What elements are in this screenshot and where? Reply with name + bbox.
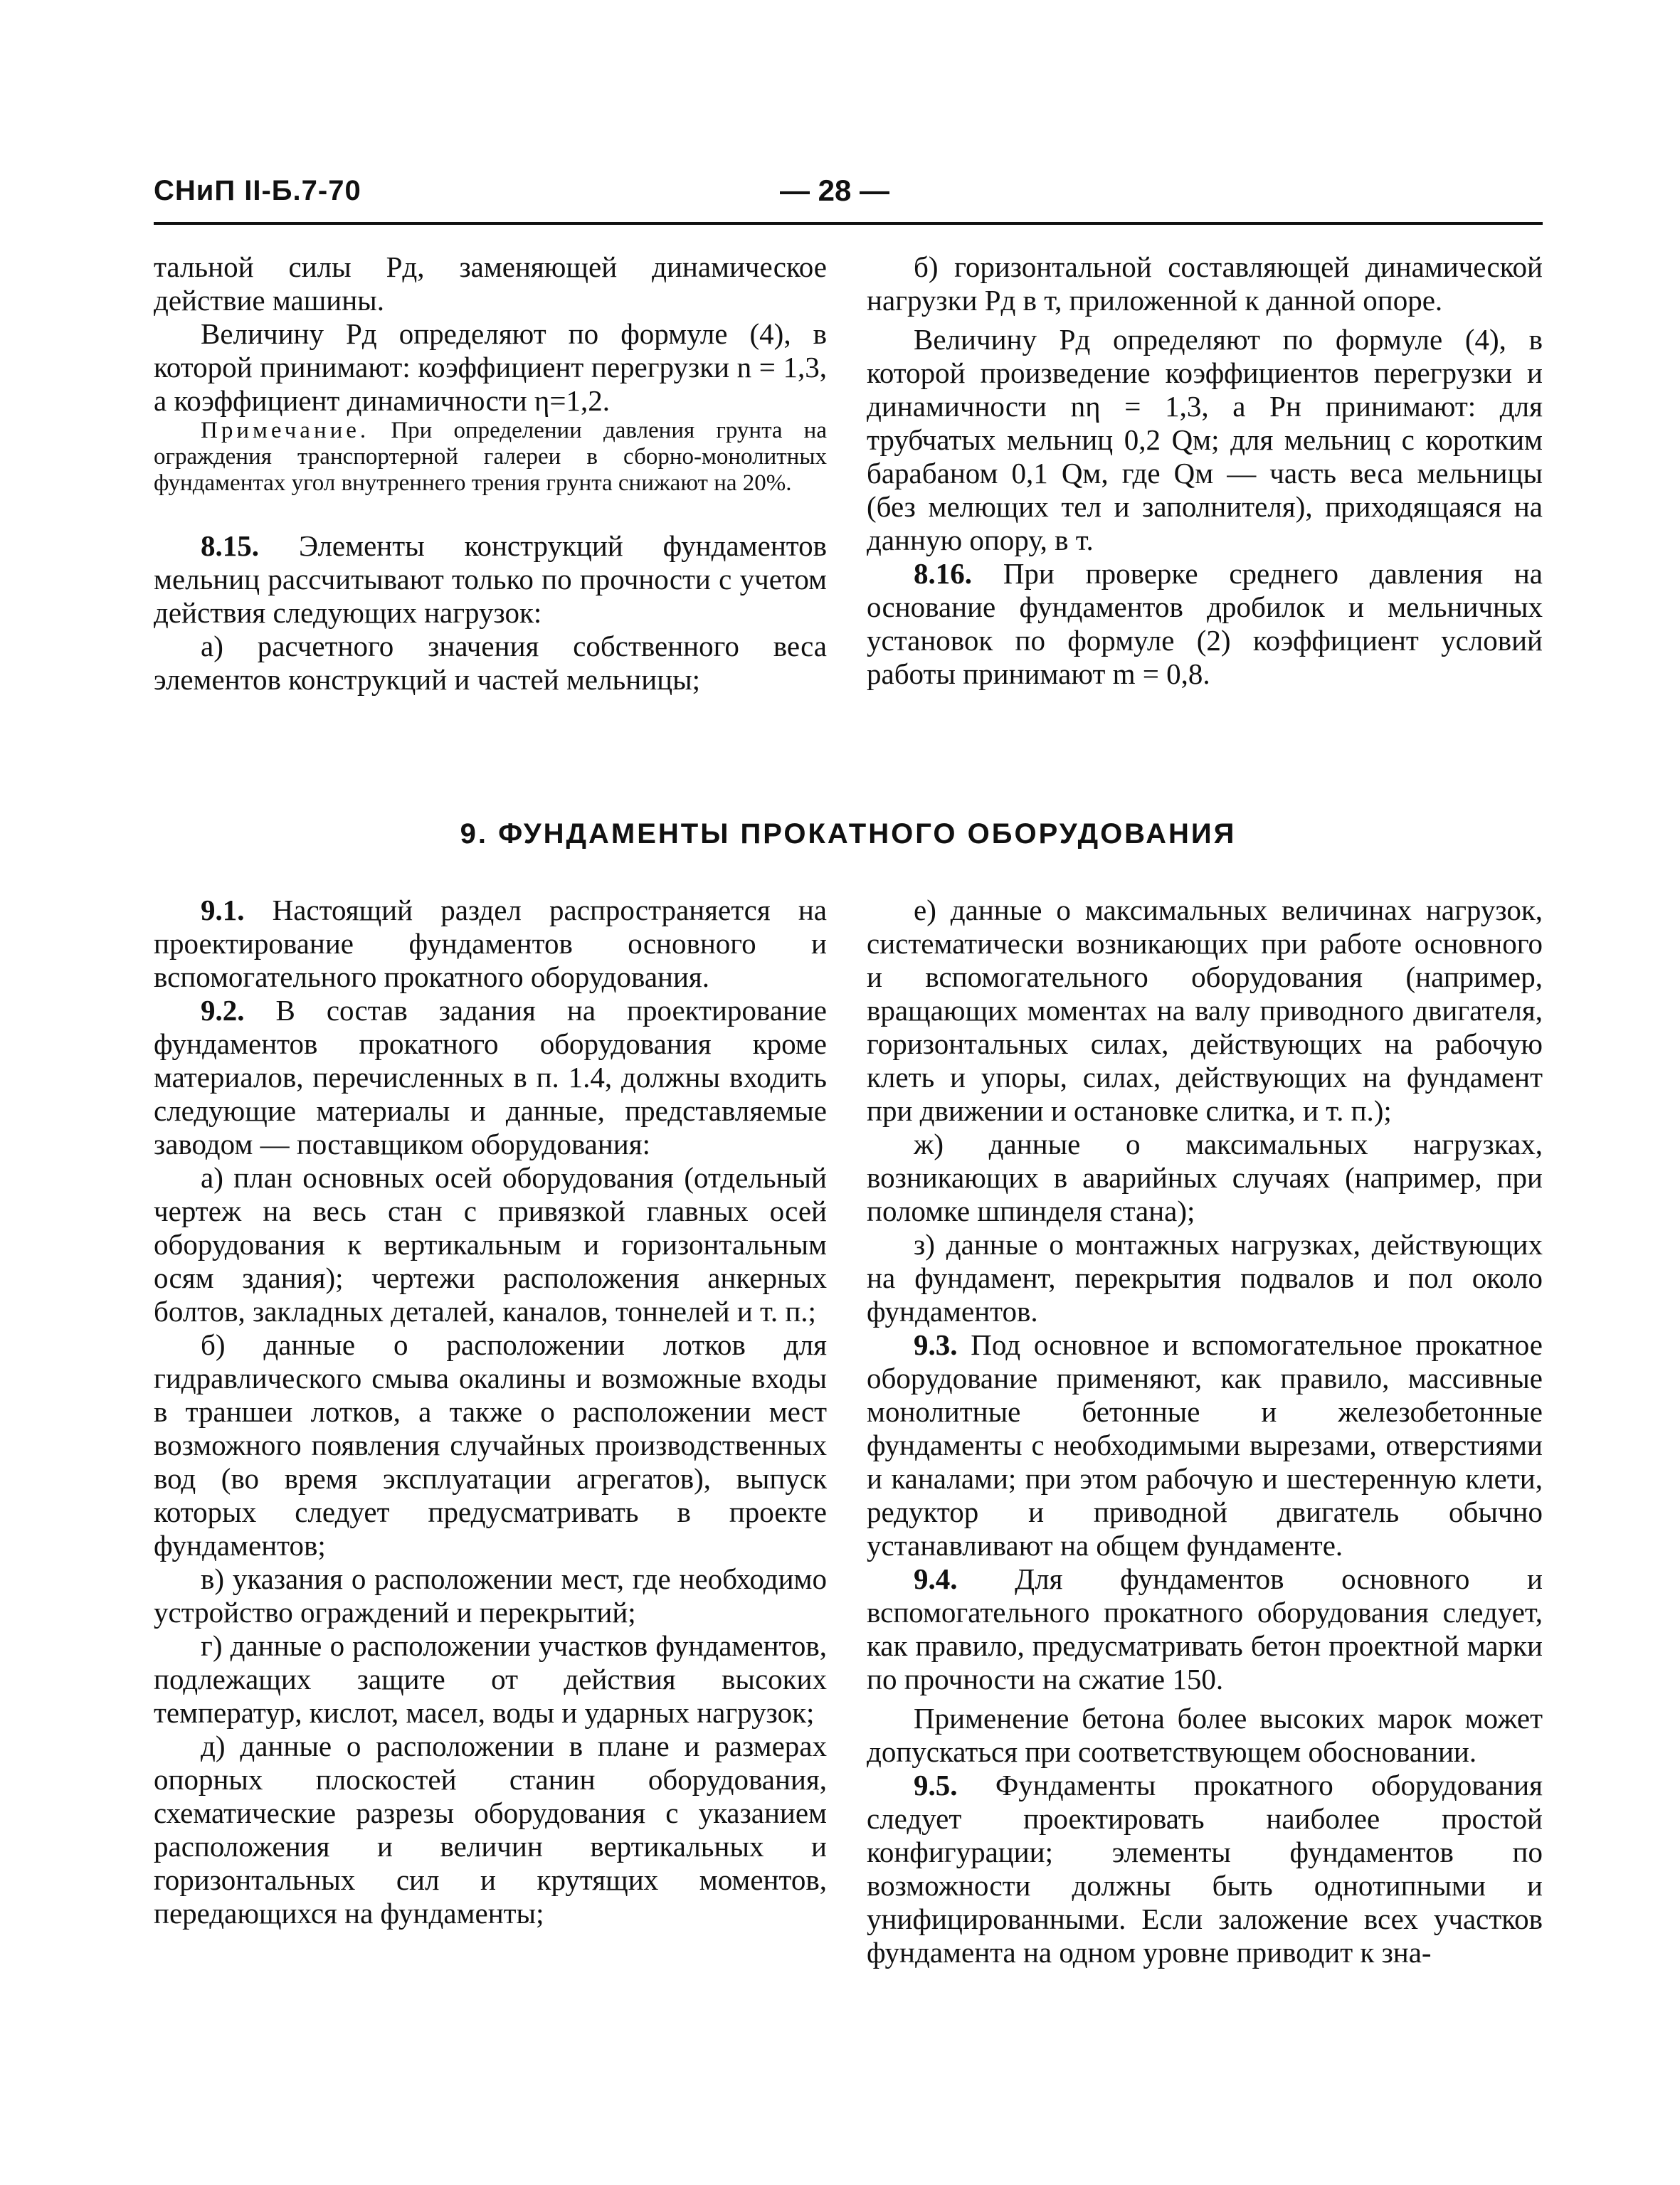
document-code: СНиП II-Б.7-70 [154,175,361,206]
page-number: — 28 — [780,174,890,207]
list-item: б) данные о расположении лотков для гидравлического смыва окалины и возможные входы в траншеи лотков, а также о расположении мест возможного появления случайных производственных вод (во время эксплуатации агрегатов), выпуск которых следует предусматривать в проекте фундаментов; [154,1328,827,1562]
list-item: д) данные о расположении в плане и размерах опорных плоскостей станин оборудования, схематические разрезы оборудования с указанием расположения и величин вертикальных и горизонтальных сил и крутящих моментов, передающихся на фундаменты; [154,1730,827,1930]
clause-number: 9.4. [914,1562,958,1595]
section-title: 9. ФУНДАМЕНТЫ ПРОКАТНОГО ОБОРУДОВАНИЯ [460,818,1237,850]
list-item: б) горизонтальной составляющей динамической нагрузки Pд в т, приложенной к данной опоре. [867,250,1543,317]
clause-8-15 [154,529,827,630]
column-top-left [154,250,827,697]
clause-text: Фундаменты прокатного оборудования следует проектировать наиболее простой конфигурации; элементы фундаментов по возможности должны быть однотипными и унифицированными. Если заложение всех участков фундамента на одном уровне приводит к зна- [867,1769,1543,1969]
list-item: г) данные о расположении участков фундаментов, подлежащих защите от действия высоких температур, кислот, масел, воды и ударных нагрузок; [154,1629,827,1729]
clause-number: 9.5. [914,1769,958,1802]
header-rule [154,222,1543,225]
paragraph: Величину Pд определяют по формуле (4), в которой произведение коэффициентов перегрузки и динамичности nη = 1,3, а Pн принимают: для трубчатых мельниц 0,2 Qм; для мельниц с коротким барабаном 0,1 Qм, где Qм — часть веса мельницы (без мелющих тел и заполнителя), приходящаяся на данную опору, в т. [867,323,1543,556]
clause-text: Настоящий раздел распространяется на проектирование фундаментов основного и вспомогательного прокатного оборудования. [154,894,827,993]
clause-number: 8.15. [201,529,259,562]
note-label: Примечание. [201,418,370,443]
paragraph: Величину Pд определяют по формуле (4), в которой принимают: коэффициент перегрузки n = 1,3, а коэффициент динамичности η=1,2. [154,317,827,417]
list-item: е) данные о максимальных величинах нагрузок, систематически возникающих при работе основного и вспомогательного оборудования (например, вращающих моментах на валу приводного двигателя, горизонтальных силах, действующих на рабочую клеть и упоры, силах, действующих на фундамент при движении и остановке слитка, и т. п.); [867,894,1543,1127]
note [154,418,827,497]
clause-number: 9.3. [914,1328,958,1361]
clause-9-3 [867,1328,1543,1562]
column-bottom-right [867,894,1543,1969]
clause-9-4 [867,1562,1543,1696]
clause-text: Для фундаментов основного и вспомогательного прокатного оборудования следует, как правило, предусматривать бетон проектной марки по прочности на сжатие 150. [867,1562,1543,1695]
clause-text: Элементы конструкций фундаментов мельниц рассчитывают только по прочности с учетом действия следующих нагрузок: [154,529,827,629]
list-item: ж) данные о максимальных нагрузках, возникающих в аварийных случаях (например, при поломке шпинделя стана); [867,1128,1543,1227]
clause-text: В состав задания на проектирование фундаментов прокатного оборудования кроме материалов, перечисленных в п. 1.4, должны входить следующие материалы и данные, представляемые заводом — поставщиком оборудования: [154,994,828,1160]
clause-9-2 [154,994,827,1161]
clause-number: 9.2. [201,994,245,1027]
clause-number: 9.1. [201,894,245,926]
clause-text: При проверке среднего давления на основание фундаментов дробилок и мельничных установок по формуле (2) коэффициент условий работы принимают m = 0,8. [867,557,1543,690]
paragraph: тальной силы Pд, заменяющей динамическое действие машины. [154,250,827,317]
column-bottom-left [154,894,827,1930]
clause-8-16 [867,557,1543,691]
clause-text: Под основное и вспомогательное прокатное оборудование применяют, как правило, массивные монолитные бетонные и железобетонные фундаменты с необходимыми вырезами, отверстиями и каналами; при этом рабочую и шестеренную клети, редуктор и приводной двигатель обычно устанавливают на общем фундаменте. [867,1328,1543,1562]
list-item: в) указания о расположении мест, где необходимо устройство ограждений и перекрытий; [154,1562,827,1629]
page-header [154,175,1543,218]
note-text: При определении давления грунта на ограждения транспортерной галереи в сборно-монолитных фундаментах угол внутреннего трения грунта снижают на 20%. [154,418,827,496]
list-item: а) расчетного значения собственного веса элементов конструкций и частей мельницы; [154,630,827,696]
list-item: а) план основных осей оборудования (отдельный чертеж на весь стан с привязкой главных осей оборудования к вертикальным и горизонтальным осям здания); чертежи расположения анкерных болтов, закладных деталей, каналов, тоннелей и т. п.; [154,1161,827,1328]
paragraph: Применение бетона более высоких марок может допускаться при соответствующем обосновании. [867,1702,1543,1768]
clause-number: 8.16. [914,557,972,590]
column-top-right [867,250,1543,691]
clause-9-5 [867,1769,1543,1969]
clause-9-1 [154,894,827,994]
list-item: з) данные о монтажных нагрузках, действующих на фундамент, перекрытия подвалов и пол около фундаментов. [867,1228,1543,1328]
